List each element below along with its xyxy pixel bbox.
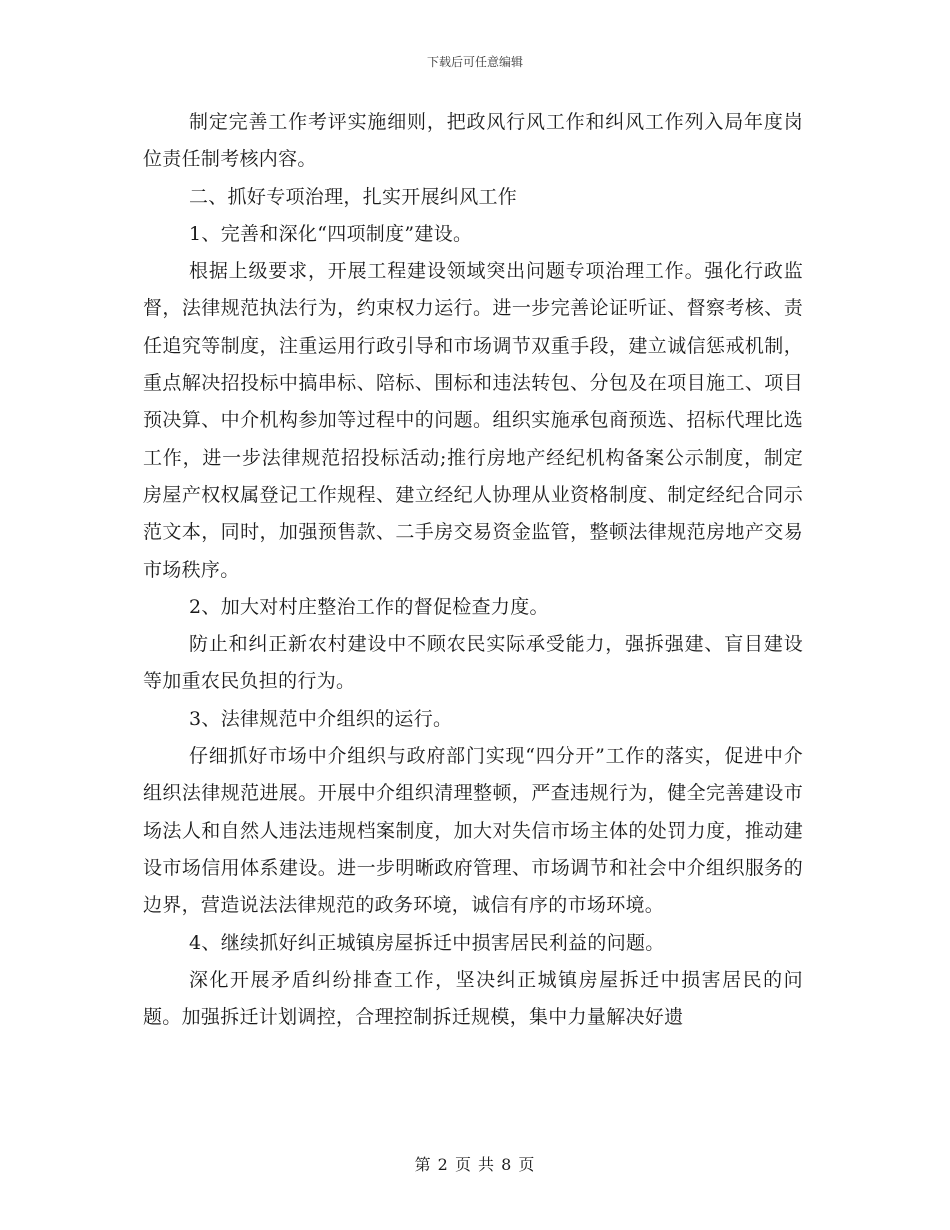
document-body (143, 104, 803, 1036)
paragraph-demolition-disputes: 深化开展矛盾纠纷排查工作，坚决纠正城镇房屋拆迁中损害居民的问题。加强拆迁计划调控，合理控制拆迁规模，集中力量解决好遗 (143, 968, 803, 1029)
paragraph-intermediary-regulation: 仔细抓好市场中介组织与政府部门实现“四分开”工作的落实，促进中介组织法律规范进展。开展中介组织清理整顿，严查违规行为，健全完善建设市场法人和自然人违法违规档案制度，加大对失信市场主体的处罚力度，推动建设市场信用体系建设。进一步明晰政府管理、市场调节和社会中介组织服务的边界，营造说法法律规范的政务环境，诚信有序的市场环境。 (143, 745, 803, 917)
page-header-note: 下载后可任意编辑 (426, 55, 523, 69)
paragraph-engineering-governance: 根据上级要求，开展工程建设领域突出问题专项治理工作。强化行政监督，法律规范执法行为，约束权力运行。进一步完善论证听证、督察考核、责任追究等制度，注重运用行政引导和市场调节双重手段，建立诚信惩戒机制，重点解决招投标中搞串标、陪标、围标和违法转包、分包及在项目施工、项目预决算、中介机构参加等过程中的问题。组织实施承包商预选、招标代理比选工作，进一步法律规范招投标活动;推行房地产经纪机构备案公示制度，制定房屋产权权属登记工作规程、建立经纪人协理从业资格制度、制定经纪合同示范文本，同时，加强预售款、二手房交易资金监管，整顿法律规范房地产交易市场秩序。 (143, 260, 803, 581)
paragraph-rural-burden: 防止和纠正新农村建设中不顾农民实际承受能力，强拆强建、盲目建设等加重农民负担的行为。 (143, 633, 803, 693)
subheading-demolition-issues: 4、继续抓好纠正城镇房屋拆迁中损害居民利益的问题。 (189, 931, 665, 954)
subheading-four-systems: 1、完善和深化“四项制度”建设。 (189, 222, 473, 245)
subheading-village-rectification: 2、加大对村庄整治工作的督促检查力度。 (189, 595, 549, 618)
subheading-intermediary-organizations: 3、法律规范中介组织的运行。 (189, 707, 453, 730)
section-heading-special-governance: 二、抓好专项治理，扎实开展纠风工作 (189, 185, 518, 208)
paragraph-assessment-rules: 制定完善工作考评实施细则，把政风行风工作和纠风工作列入局年度岗位责任制考核内容。 (143, 111, 803, 171)
page-number-footer: 第 2 页 共 8 页 (414, 1155, 536, 1174)
